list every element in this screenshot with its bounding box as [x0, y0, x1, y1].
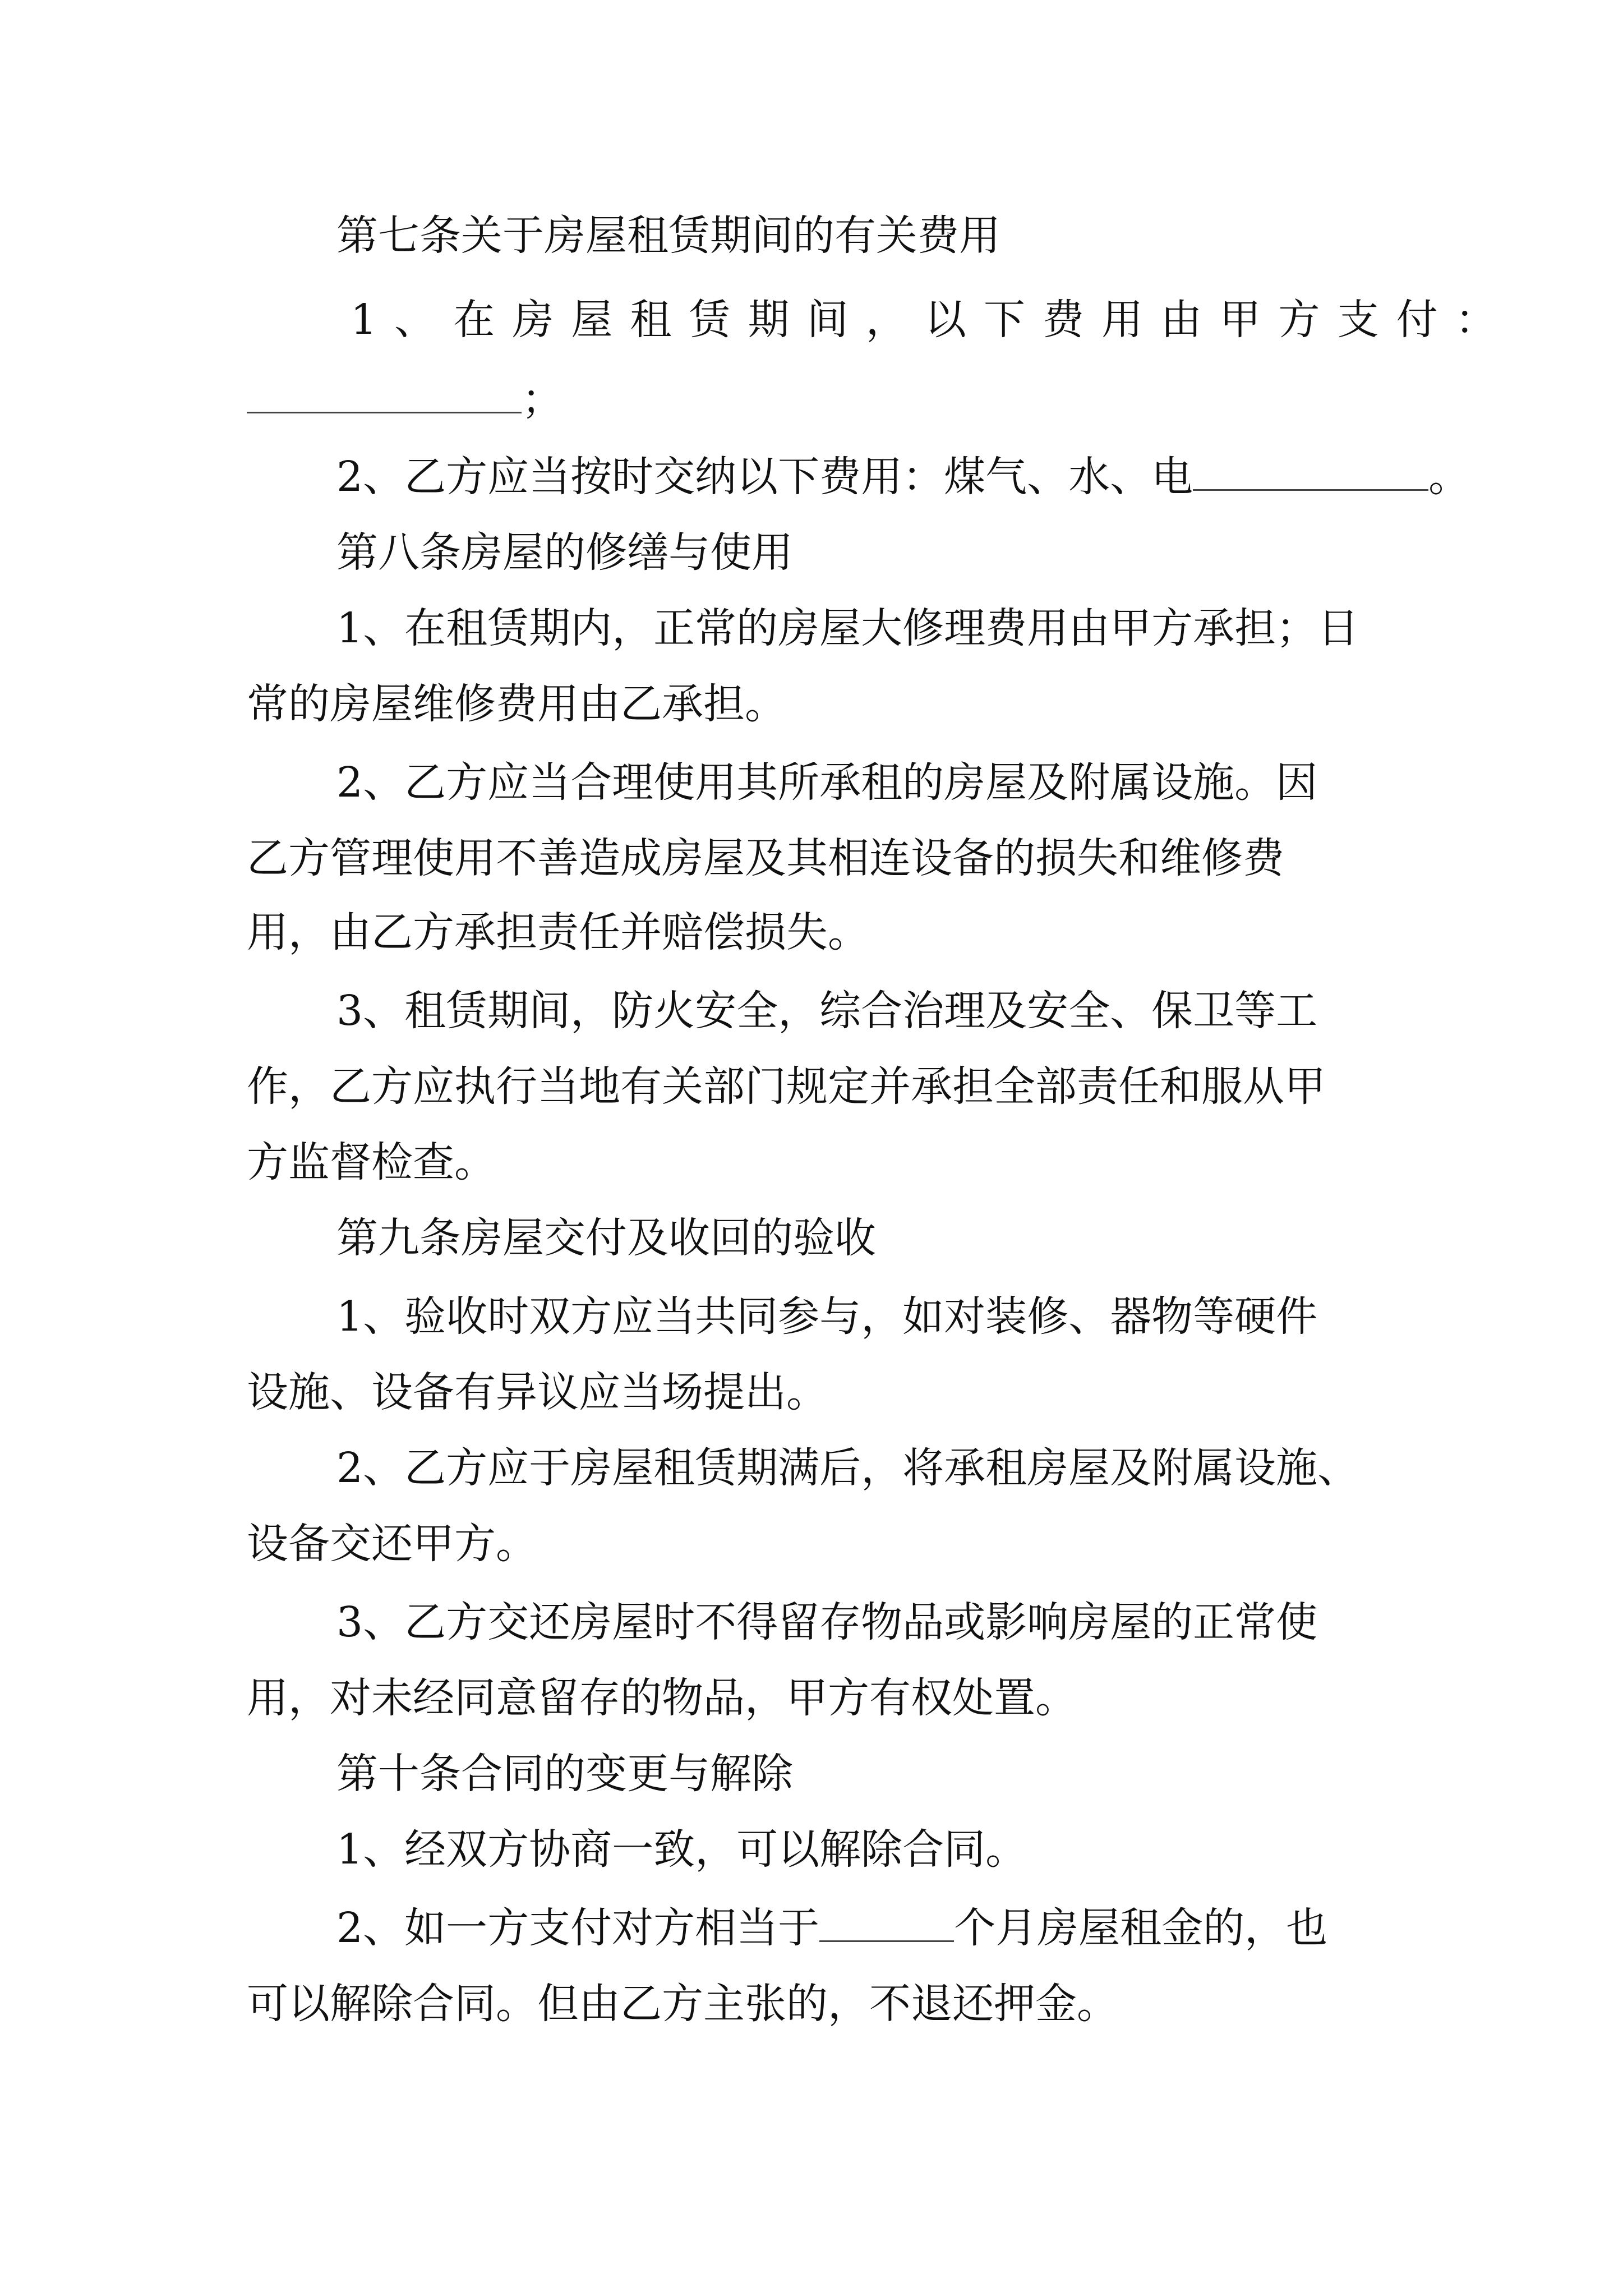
article-7-item-1-line-1	[351, 292, 1514, 348]
article-10-item-2-pre: 2、如一方支付对方相当于	[336, 1904, 820, 1952]
article-10-item-2-line-2: 可以解除合同。但由乙方主张的，不退还押金。	[247, 1980, 1118, 2028]
article-8-item-2-line-2: 乙方管理使用不善造成房屋及其相连设备的损失和维修费	[247, 834, 1284, 882]
article-7-title: 第七条关于房屋租赁期间的有关费用	[336, 211, 1000, 260]
article-8-item-2-line-1: 2、乙方应当合理使用其所承租的房屋及附属设施。因	[336, 758, 1318, 807]
article-8-item-2-line-3: 用，由乙方承担责任并赔偿损失。	[247, 908, 869, 956]
fill-in-blank[interactable]	[247, 377, 522, 413]
article-8-item-1-line-2: 常的房屋维修费用由乙承担。	[247, 680, 786, 728]
semicolon: ；	[522, 375, 563, 424]
article-9-title: 第九条房屋交付及收回的验收	[336, 1214, 876, 1262]
article-9-item-2-line-2: 设备交还甲方。	[247, 1520, 537, 1568]
article-7-item-2	[336, 449, 1470, 505]
article-8-item-3-line-1: 3、租赁期间，防火安全，综合治理及安全、保卫等工	[336, 987, 1318, 1035]
article-10-item-2-line-1	[336, 1900, 1327, 1956]
article-9-item-2-line-1: 2、乙方应于房屋租赁期满后，将承租房屋及附属设施、	[336, 1444, 1359, 1492]
fill-in-blank[interactable]	[819, 1906, 954, 1942]
article-8-item-1-line-1: 1、在租赁期内，正常的房屋大修理费用由甲方承担；日	[336, 604, 1359, 652]
article-7-item-2-text: 2、乙方应当按时交纳以下费用：煤气、水、电	[336, 453, 1193, 501]
article-9-item-1-line-2: 设施、设备有异议应当场提出。	[247, 1368, 828, 1416]
article-9-item-3-line-2: 用，对未经同意留存的物品，甲方有权处置。	[247, 1674, 1077, 1722]
article-9-item-1-line-1: 1、验收时双方应当共同参与，如对装修、器物等硬件	[336, 1292, 1318, 1341]
article-7-item-1-line-2	[247, 371, 563, 427]
period: 。	[1428, 453, 1470, 501]
article-7-item-1-text: 1、在房屋租赁期间，以下费用由甲方支付：	[351, 296, 1514, 344]
article-10-title: 第十条合同的变更与解除	[336, 1750, 793, 1798]
article-10-item-2-post: 个月房屋租金的，也	[954, 1904, 1328, 1952]
fill-in-blank[interactable]	[1193, 454, 1428, 491]
article-8-item-3-line-3: 方监督检查。	[247, 1138, 496, 1186]
article-9-item-3-line-1: 3、乙方交还房屋时不得留存物品或影响房屋的正常使	[336, 1598, 1318, 1646]
article-10-item-1: 1、经双方协商一致，可以解除合同。	[336, 1825, 1027, 1874]
article-8-item-3-line-2: 作，乙方应执行当地有关部门规定并承担全部责任和服从甲	[247, 1062, 1326, 1111]
article-8-title: 第八条房屋的修缮与使用	[336, 528, 793, 577]
